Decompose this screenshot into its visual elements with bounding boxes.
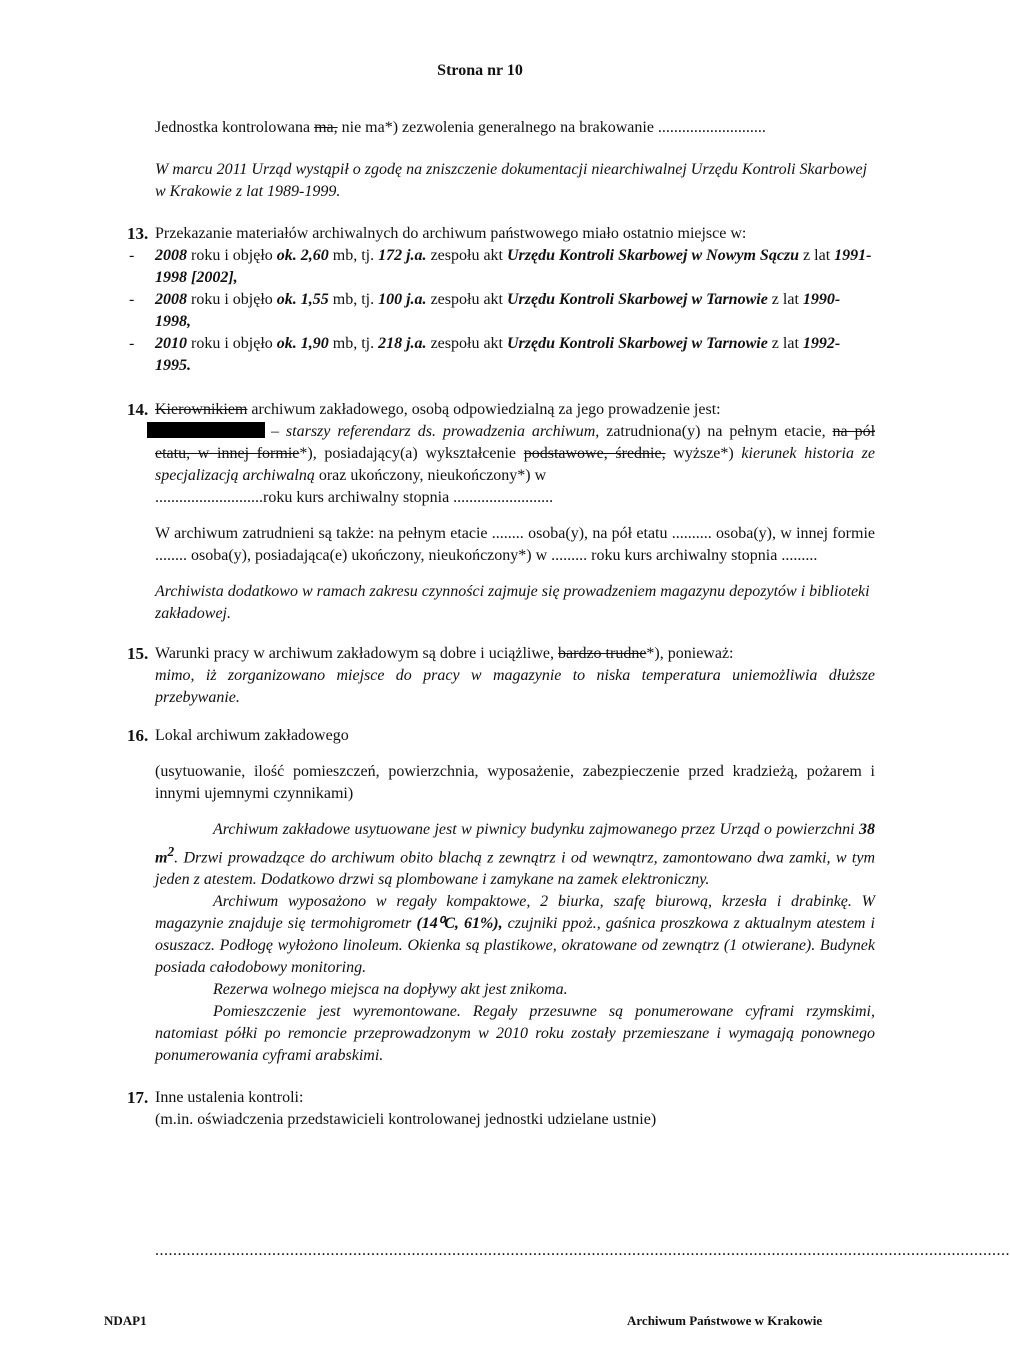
section-15: 15. Warunki pracy w archiwum zakładowym są dobre i uciążliwe, bardzo trudne*), ponieważ: mimo, iż zorganizowano miejsce do pracy w magazynie to niska temperatura uniemożliwia dłuższe przebywanie. xyxy=(155,643,875,709)
footer-form-code: NDAP1 xyxy=(104,1313,147,1328)
section-number: 14. xyxy=(127,400,149,419)
page-header: Strona nr 10 xyxy=(437,62,523,79)
equipment-paragraph: Archiwum wyposażono w regały kompaktowe, 2 biurka, szafę biurową, krzesła i drabinkę. W magazynie znajduje się termohigrometr (14⁰C, 61%), czujniki ppoż., gaśnica proszkowa z aktualnym atestem i osuszacz. Podłogę wyłożono linoleum. Okienka są plastikowe, okratowane od zewnątrz (1 otwierane). Budynek posiada całodobowy monitoring. xyxy=(155,893,876,977)
other-staff: W archiwum zatrudnieni są także: na pełnym etacie ........ osoba(y), na pół etatu .......... osoba(y), w innej formie ........ osoba(y), posiadająca(e) ukończony, nieukończony*) w ......... roku kurs archiwalny stopnia ......... xyxy=(155,525,875,564)
premises-hint: (usytuowanie, ilość pomieszczeń, powierzchnia, wyposażenie, zabezpieczenie przed kradzieżą, pożarem i innymi ujemnymi czynnikami) xyxy=(155,763,875,802)
fill-in-line: .............................................................................................................................................................................................. xyxy=(155,1242,1010,1259)
transfer-item: - 2008 roku i objęło ok. 1,55 mb, tj. 100 j.a. zespołu akt Urzędu Kontroli Skarbowej w Tarnowie z lat 1990-1998, xyxy=(129,291,841,330)
document-body xyxy=(127,95,876,1147)
section-13 xyxy=(127,223,875,377)
section-number: 17. xyxy=(127,1088,149,1108)
premises-paragraph: Archiwum zakładowe usytuowane jest w piwnicy budynku zajmowanego przez Urząd o powierzchni 38 $m^2$. Drzwi prowadzące do archiwum obito blachą z zewnątrz i od wewnątrz, zamontowano dwa zamki, w tym jeden z atestem. Dodatkowo drzwi są plombowane i zamykane na zamek elektroniczny. xyxy=(155,821,875,889)
section-number: 13. xyxy=(127,224,149,243)
conditions-reason: mimo, iż zorganizowano miejsce do pracy w magazynie to niska temperatura uniemożliwia dłuższe przebywanie. xyxy=(155,667,875,706)
footer-institution: Archiwum Państwowe w Krakowie xyxy=(627,1313,823,1328)
section-17: 17. Inne ustalenia kontroli: (m.in. oświadczenia przedstawicieli kontrolowanej jednostki udzielane ustnie) xyxy=(127,1088,657,1129)
transfer-item: - 2010 roku i objęło ok. 1,90 mb, tj. 218 j.a. zespołu akt Urzędu Kontroli Skarbowej w Tarnowie z lat 1992-1995. xyxy=(129,335,841,374)
section-16: 16. Lokal archiwum zakładowego (usytuowanie, ilość pomieszczeń, powierzchnia, wyposażenie, zabezpieczenie przed kradzieżą, pożarem i innymi ujemnymi czynnikami) Archiwum zakładowe usytuowane jest w piwnicy budynku zajmowanego przez Urząd o powierzchni 38 $m^2$. Drzwi prowadzące do archiwum obito blachą z zewnątrz i od wewnątrz, zamontowano dwa zamki, w tym jeden z atestem. Dodatkowo drzwi są plombowane i zamykane na zamek elektroniczny. Archiwum wyposażono w regały kompaktowe, 2 biurka, szafę biurową, krzesła i drabinkę. W magazynie znajduje się termohigrometr (14⁰C, 61%), czujniki ppoż., gaśnica proszkowa z aktualnym atestem i osuszacz. Podłogę wyłożono linoleum. Okienka są plastikowe, okratowane od zewnątrz (1 otwierane). Budynek posiada całodobowy monitoring. Rezerwa wolnego miejsca na dopływy akt jest znikoma. Pomieszczenie jest wyremontowane. Regały przesuwne są ponumerowane cyframi rzymskimi, natomiast półki po remoncie przeprowadzonym w 2010 roku zostały przemieszane i wymagają ponownego ponumerowania cyframi arabskimi. xyxy=(155,725,875,1067)
redacted-name xyxy=(147,422,265,438)
transfer-item: - 2008 roku i objęło ok. 2,60 mb, tj. 172 j.a. zespołu akt Urzędu Kontroli Skarbowej w Nowym Sączu z lat 1991-1998 [2002], xyxy=(129,247,872,286)
zniszczenie-paragraph: W marcu 2011 Urząd wystąpił o zgodę na zniszczenie dokumentacji niearchiwalnej Urzędu Kontroli Skarbowej w Krakowie z lat 1989-1999. xyxy=(155,161,868,200)
section-number: 15. xyxy=(127,644,149,663)
renovation-paragraph: Pomieszczenie jest wyremontowane. Regały przesuwne są ponumerowane cyframi rzymskimi, natomiast półki po remoncie przeprowadzonym w 2010 roku zostały przemieszane i wymagają ponownego ponumerowania cyframi arabskimi. xyxy=(155,1003,875,1065)
archivist-description: – starszy referendarz ds. prowadzenia archiwum, zatrudniona(y) na pełnym etacie, na pół etatu, w innej formie*), posiadający(a) wykształcenie podstawowe, średnie, wyższe*) kierunek historia ze specjalizacją archiwalną oraz ukończony, nieukończony*) w xyxy=(155,421,875,487)
course-line: ...........................roku kurs archiwalny stopnia ......................... xyxy=(155,489,554,506)
archivist-note: Archiwista dodatkowo w ramach zakresu czynności zajmuje się prowadzeniem magazynu depozytów i biblioteki zakładowej. xyxy=(155,583,870,622)
section-number: 16. xyxy=(127,726,149,745)
brakowanie-paragraph: Jednostka kontrolowana ma, nie ma*) zezwolenia generalnego na brakowanie ........................... xyxy=(155,119,766,136)
section-14: 14. Kierownikiem archiwum zakładowego, osobą odpowiedzialną za jego prowadzenie jest: – starszy referendarz ds. prowadzenia archiwum, zatrudniona(y) na pełnym etacie, na pół etatu, w innej formie*), posiadający(a) wykształcenie podstawowe, średnie, wyższe*) kierunek historia ze specjalizacją archiwalną oraz ukończony, nieukończony*) w ...........................roku kurs archiwalny stopnia ......................... xyxy=(155,399,875,509)
reserve-paragraph: Rezerwa wolnego miejsca na dopływy akt jest znikoma. xyxy=(213,981,568,999)
section-lead: Przekazanie materiałów archiwalnych do archiwum państwowego miało ostatnio miejsce w: xyxy=(155,225,747,242)
